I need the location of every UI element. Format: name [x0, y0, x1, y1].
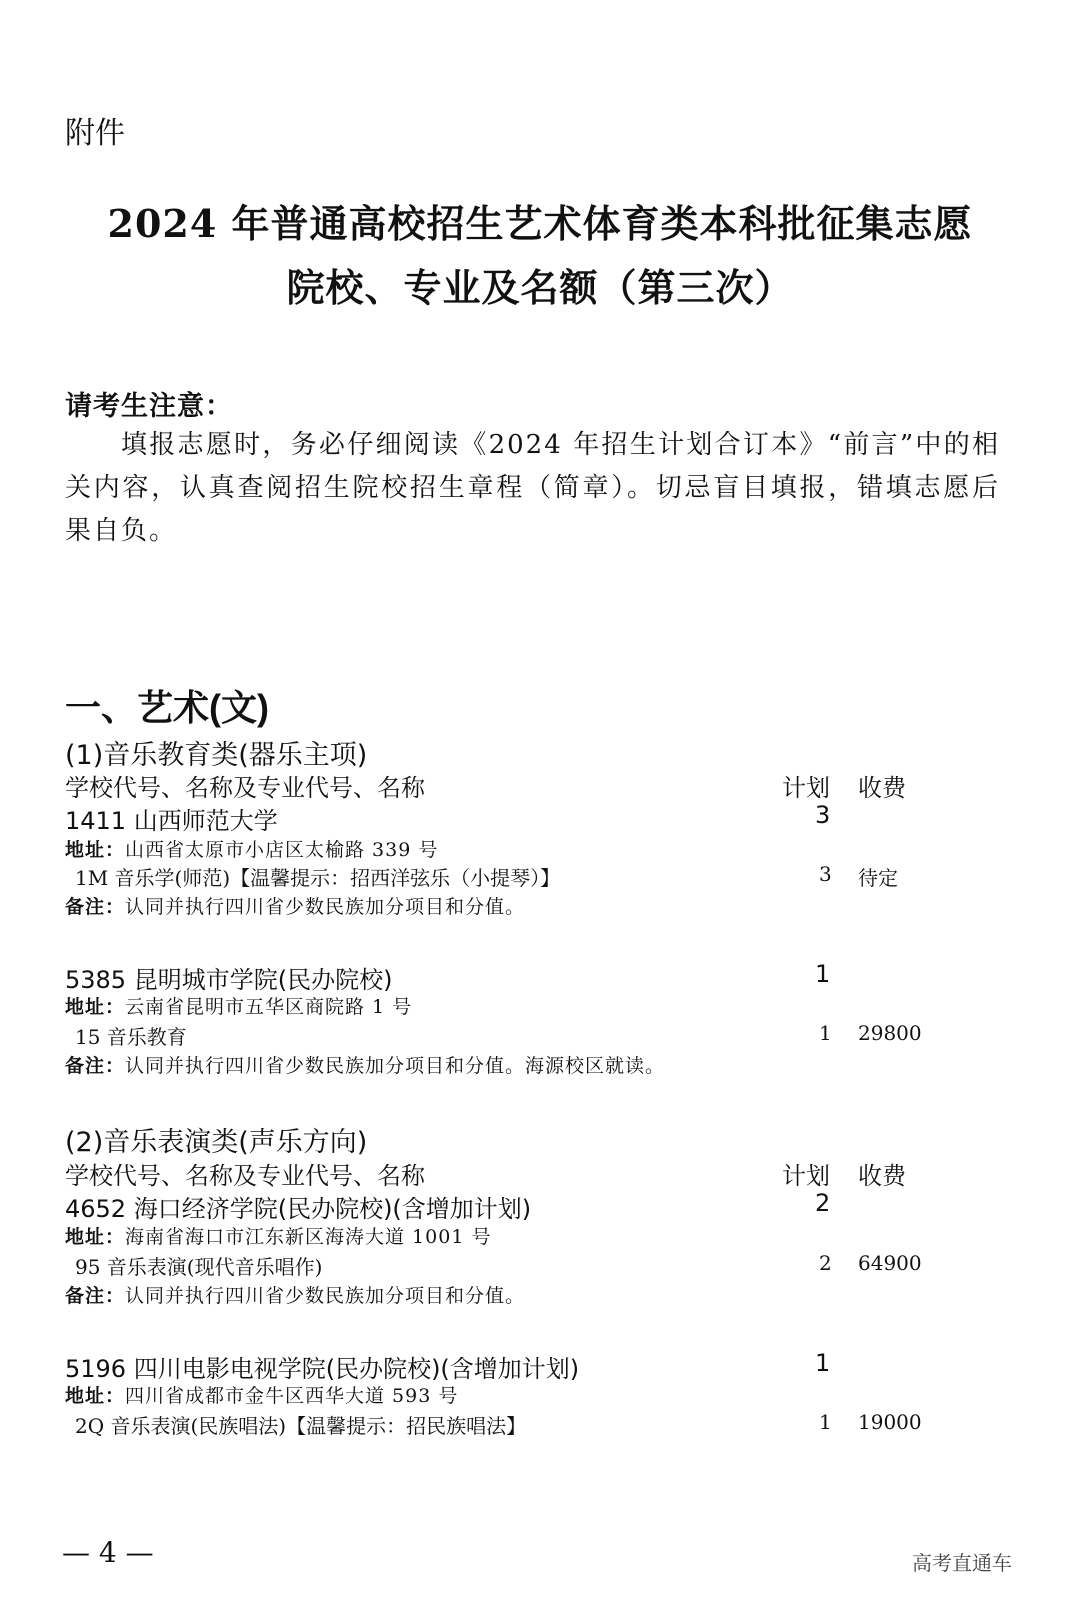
notice-body: 填报志愿时，务必仔细阅读《2024 年招生计划合订本》“前言”中的相关内容，认真查阅招生院校招生章程（简章）。切忌盲目填报，错填志愿后果自负。: [65, 430, 1000, 546]
major-plan: 2: [819, 1251, 832, 1275]
address-value: 云南省昆明市五华区商院路 1 号: [125, 996, 413, 1018]
column-header-plan: 计划: [782, 1162, 830, 1190]
attachment-label: 附件: [65, 117, 125, 150]
major-plan: 1: [819, 1021, 832, 1045]
category-title: (1)音乐教育类(器乐主项): [65, 740, 368, 771]
school-plan: 2: [815, 1189, 831, 1217]
watermark: 高考直通车: [912, 1553, 1012, 1575]
remark-label: 备注：: [65, 896, 126, 918]
remark-label: 备注：: [65, 1055, 126, 1077]
major-name: 1M 音乐学(师范)【温馨提示：招西洋弦乐（小提琴）】: [75, 866, 561, 890]
school-address: [65, 1222, 491, 1249]
address-label: 地址：: [65, 996, 126, 1018]
category-title: (2)音乐表演类(声乐方向): [65, 1127, 368, 1158]
major-fee: 19000: [858, 1410, 922, 1434]
column-header-fee: 收费: [858, 774, 906, 802]
school-address: [65, 835, 438, 862]
major-name: 15 音乐教育: [75, 1025, 187, 1049]
column-header-school: 学校代号、名称及专业代号、名称: [65, 774, 425, 802]
school-plan: 3: [815, 801, 831, 829]
section-title: 一、艺术(文): [65, 687, 269, 728]
major-fee: 29800: [858, 1021, 922, 1045]
school-plan: 1: [815, 1349, 831, 1377]
major-fee: 待定: [858, 866, 898, 890]
notice-heading: 请考生注意：: [65, 391, 233, 422]
address-label: 地址：: [65, 1226, 126, 1248]
remark-label: 备注：: [65, 1285, 126, 1307]
major-name: 2Q 音乐表演(民族唱法)【温馨提示：招民族唱法】: [75, 1414, 527, 1438]
school-address: [65, 992, 412, 1019]
address-value: 山西省太原市小店区太榆路 339 号: [125, 839, 439, 861]
school-remark: [65, 892, 525, 919]
school-remark: [65, 1051, 665, 1078]
address-value: 四川省成都市金牛区西华大道 593 号: [125, 1385, 459, 1407]
address-value: 海南省海口市江东新区海涛大道 1001 号: [125, 1226, 492, 1248]
school-address: [65, 1381, 458, 1408]
remark-value: 认同并执行四川省少数民族加分项目和分值。: [125, 1285, 526, 1307]
document-title-line2: 院校、专业及名额（第三次）: [286, 265, 794, 310]
major-name: 95 音乐表演(现代音乐唱作): [75, 1255, 323, 1279]
page-number: — 4 —: [62, 1536, 154, 1569]
address-label: 地址：: [65, 839, 126, 861]
address-label: 地址：: [65, 1385, 126, 1407]
school-name: 5385 昆明城市学院(民办院校): [65, 966, 393, 994]
school-name: 5196 四川电影电视学院(民办院校)(含增加计划): [65, 1355, 580, 1383]
school-name: 4652 海口经济学院(民办院校)(含增加计划): [65, 1195, 532, 1223]
column-header-school: 学校代号、名称及专业代号、名称: [65, 1162, 425, 1190]
major-fee: 64900: [858, 1251, 922, 1275]
remark-value: 认同并执行四川省少数民族加分项目和分值。海源校区就读。: [125, 1055, 666, 1077]
school-remark: [65, 1281, 525, 1308]
column-header-fee: 收费: [858, 1162, 906, 1190]
column-header-plan: 计划: [782, 774, 830, 802]
school-plan: 1: [815, 960, 831, 988]
remark-value: 认同并执行四川省少数民族加分项目和分值。: [125, 896, 526, 918]
school-name: 1411 山西师范大学: [65, 807, 278, 835]
major-plan: 1: [819, 1410, 832, 1434]
major-plan: 3: [819, 862, 832, 886]
document-title-line1: 2024 年普通高校招生艺术体育类本科批征集志愿: [107, 201, 973, 246]
